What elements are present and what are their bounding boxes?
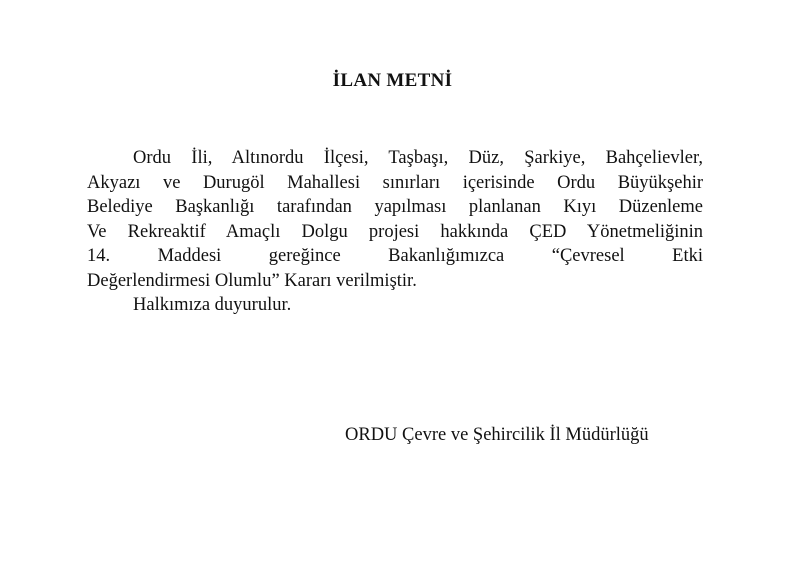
announcement-body [87, 146, 703, 318]
paragraph-line-4: Ve Rekreaktif Amaçlı Dolgu projesi hakkında ÇED Yönetmeliğinin [87, 221, 703, 242]
paragraph-line-6: Değerlendirmesi Olumlu” Kararı verilmiştir. [87, 270, 417, 291]
paragraph-line-1: Ordu İli, Altınordu İlçesi, Taşbaşı, Düz, Şarkiye, Bahçelievler, [133, 148, 703, 168]
paragraph-line-3: Belediye Başkanlığı tarafından yapılması planlanan Kıyı Düzenleme [87, 197, 703, 217]
closing-line: Halkımıza duyurulur. [133, 295, 292, 315]
page-title: İLAN METNİ [332, 70, 453, 91]
paragraph-line-2: Akyazı ve Durugöl Mahallesi sınırları içerisinde Ordu Büyükşehir [87, 172, 703, 193]
paragraph-line-5: 14. Maddesi gereğince Bakanlığımızca “Çevresel Etki [87, 246, 703, 266]
signature-line: ORDU Çevre ve Şehircilik İl Müdürlüğü [345, 425, 649, 445]
